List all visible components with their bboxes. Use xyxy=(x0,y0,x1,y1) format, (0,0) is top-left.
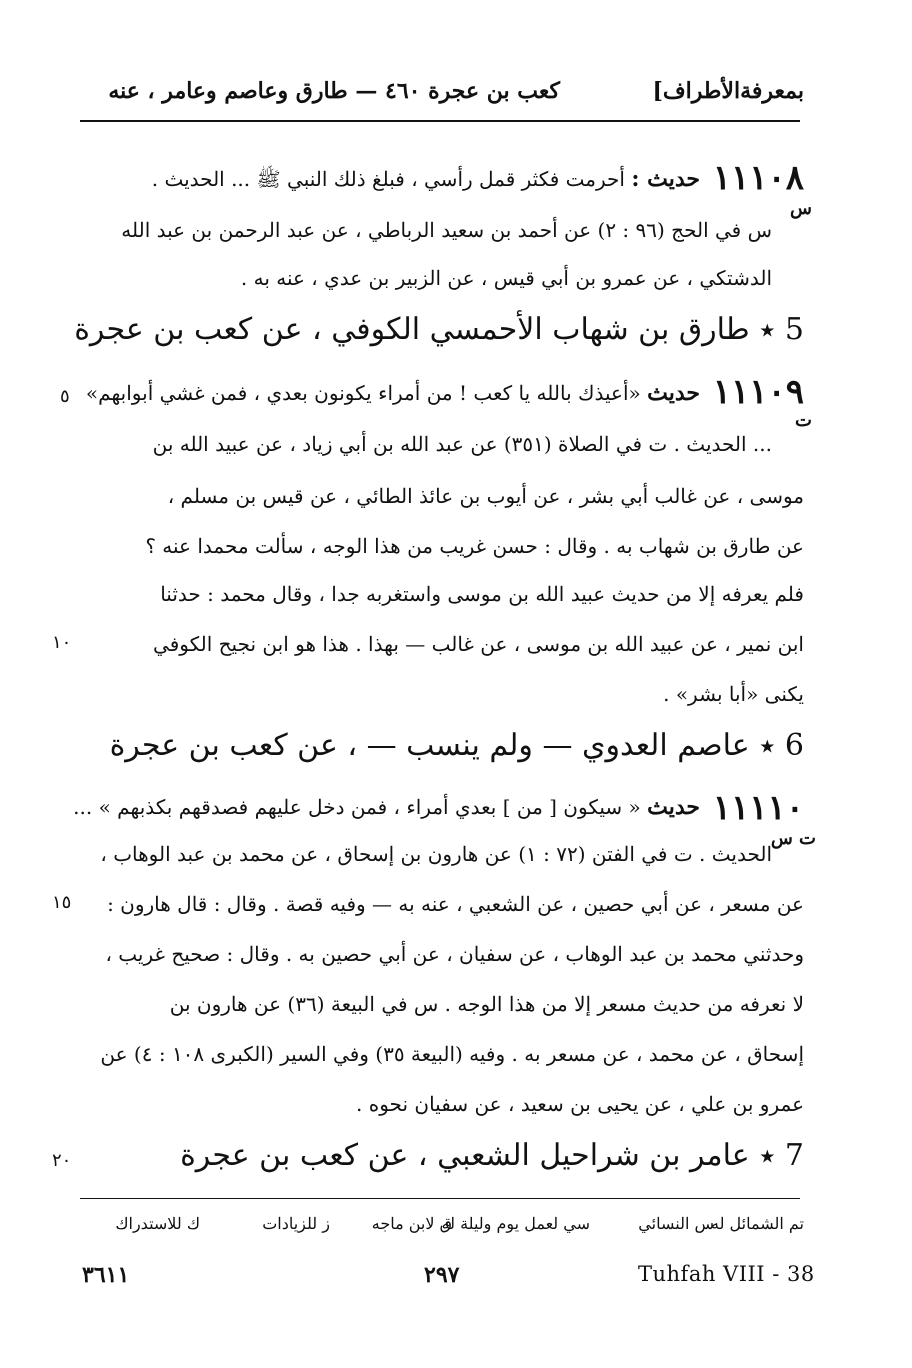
abbreviation-item: ق لابن ماجه xyxy=(371,1214,452,1233)
hadith-text-line: عن مسعر ، عن أبي حصين ، عن الشعبي ، عنه به — وفيه قصة . وقال : قال هارون : xyxy=(107,892,804,916)
page-number: ٢٩٧ xyxy=(424,1262,460,1288)
signature-mark: Tuhfah VIII - 38 xyxy=(638,1262,815,1286)
hadith-text-line: عمرو بن علي ، عن يحيى بن سعيد ، عن سفيان نحوه . xyxy=(356,1092,804,1116)
star-icon: ★ xyxy=(759,1146,776,1168)
star-icon: ★ xyxy=(759,736,776,758)
header-section-title: بمعرفةالأطراف] xyxy=(652,78,804,104)
margin-line-number: ٢٠ xyxy=(52,1150,72,1171)
abbreviation-item: س النسائي xyxy=(638,1214,714,1233)
hadith-text-line: فلم يعرفه إلا من حديث عبيد الله بن موسى واستغربه جدا ، وقال محمد : حدثنا xyxy=(160,582,804,606)
abbreviation-item: سي لعمل يوم وليلة له xyxy=(441,1214,590,1233)
star-icon: ★ xyxy=(759,320,776,342)
hadith-text-line: س في الحج (٩٦ : ٢) عن أحمد بن سعيد الرباطي ، عن عبد الرحمن بن عبد الله xyxy=(121,218,772,242)
hadith-text-line: يكنى «أبا بشر» . xyxy=(663,682,804,706)
margin-line-number: ١٠ xyxy=(52,632,72,653)
hadith-lead-word: حديث xyxy=(647,794,700,820)
hadith-sigla: س xyxy=(790,198,812,219)
volume-page-number: ٣٦١١ xyxy=(82,1262,130,1288)
hadith-number: ١١١٠٨ xyxy=(712,158,804,198)
hadith-text-line: الحديث . ت في الفتن (٧٢ : ١) عن هارون بن إسحاق ، عن محمد بن عبد الوهاب ، xyxy=(100,842,772,866)
section-heading: 5 ★ طارق بن شهاب الأحمسي الكوفي ، عن كعب بن عجرة xyxy=(74,312,804,347)
hadith-text-line: حديث «أعيذك بالله يا كعب ! من أمراء يكونون بعدي ، فمن غشي أبوابهم» xyxy=(85,380,700,406)
hadith-text-line: حديث : أحرمت فكثر قمل رأسي ، فبلغ ذلك النبي ﷺ ... الحديث . xyxy=(151,166,700,192)
abbreviation-item: تم الشمائل له xyxy=(710,1214,804,1233)
hadith-text-line: ابن نمير ، عن عبيد الله بن موسى ، عن غالب — بهذا . هذا هو ابن نجيح الكوفي xyxy=(153,632,804,656)
hadith-text-line: لا نعرفه من حديث مسعر إلا من هذا الوجه . س في البيعة (٣٦) عن هارون بن xyxy=(169,992,804,1016)
header-rule xyxy=(80,120,800,122)
margin-line-number: ٥ xyxy=(60,386,70,407)
hadith-text-line: الدشتكي ، عن عمرو بن أبي قيس ، عن الزبير بن عدي ، عنه به . xyxy=(240,266,772,290)
section-heading: 7 ★ عامر بن شراحيل الشعبي ، عن كعب بن عجرة xyxy=(180,1138,804,1173)
hadith-number: ١١١١٠ xyxy=(712,788,804,828)
section-heading: 6 ★ عاصم العدوي — ولم ينسب — ، عن كعب بن عجرة xyxy=(109,728,804,763)
hadith-text-line: وحدثني محمد بن عبد الوهاب ، عن سفيان ، عن أبي حصين به . وقال : صحيح غريب ، xyxy=(105,942,804,966)
hadith-lead-word: حديث xyxy=(647,380,700,406)
hadith-sigla: ت xyxy=(795,410,812,431)
hadith-sigla: ت س xyxy=(770,828,816,849)
hadith-text-line: إسحاق ، عن محمد ، عن مسعر به . وفيه (البيعة ٣٥) وفي السير (الكبرى ١٠٨ : ٤) عن xyxy=(100,1042,804,1066)
hadith-text-line: حديث « سيكون [ من ] بعدي أمراء ، فمن دخل عليهم فصدقهم بكذبهم » ... xyxy=(73,794,700,820)
margin-line-number: ١٥ xyxy=(52,892,72,913)
abbreviation-item: ك للاستدراك xyxy=(115,1214,200,1233)
hadith-number: ١١١٠٩ xyxy=(712,372,804,412)
hadith-lead-word: حديث : xyxy=(631,166,700,192)
footer-rule xyxy=(80,1198,800,1199)
hadith-text-line: عن طارق بن شهاب به . وقال : حسن غريب من هذا الوجه ، سألت محمدا عنه ؟ xyxy=(145,534,804,558)
hadith-text-line: ... الحديث . ت في الصلاة (٣٥١) عن عبد الله بن أبي زياد ، عن عبيد الله بن xyxy=(152,432,772,456)
abbreviation-item: ز للزيادات xyxy=(262,1214,330,1233)
header-running-title: كعب بن عجرة ٤٦٠ — طارق وعاصم وعامر ، عنه xyxy=(108,78,560,104)
hadith-text-line: موسى ، عن غالب أبي بشر ، عن أيوب بن عائذ الطائي ، عن قيس بن مسلم ، xyxy=(167,484,804,508)
